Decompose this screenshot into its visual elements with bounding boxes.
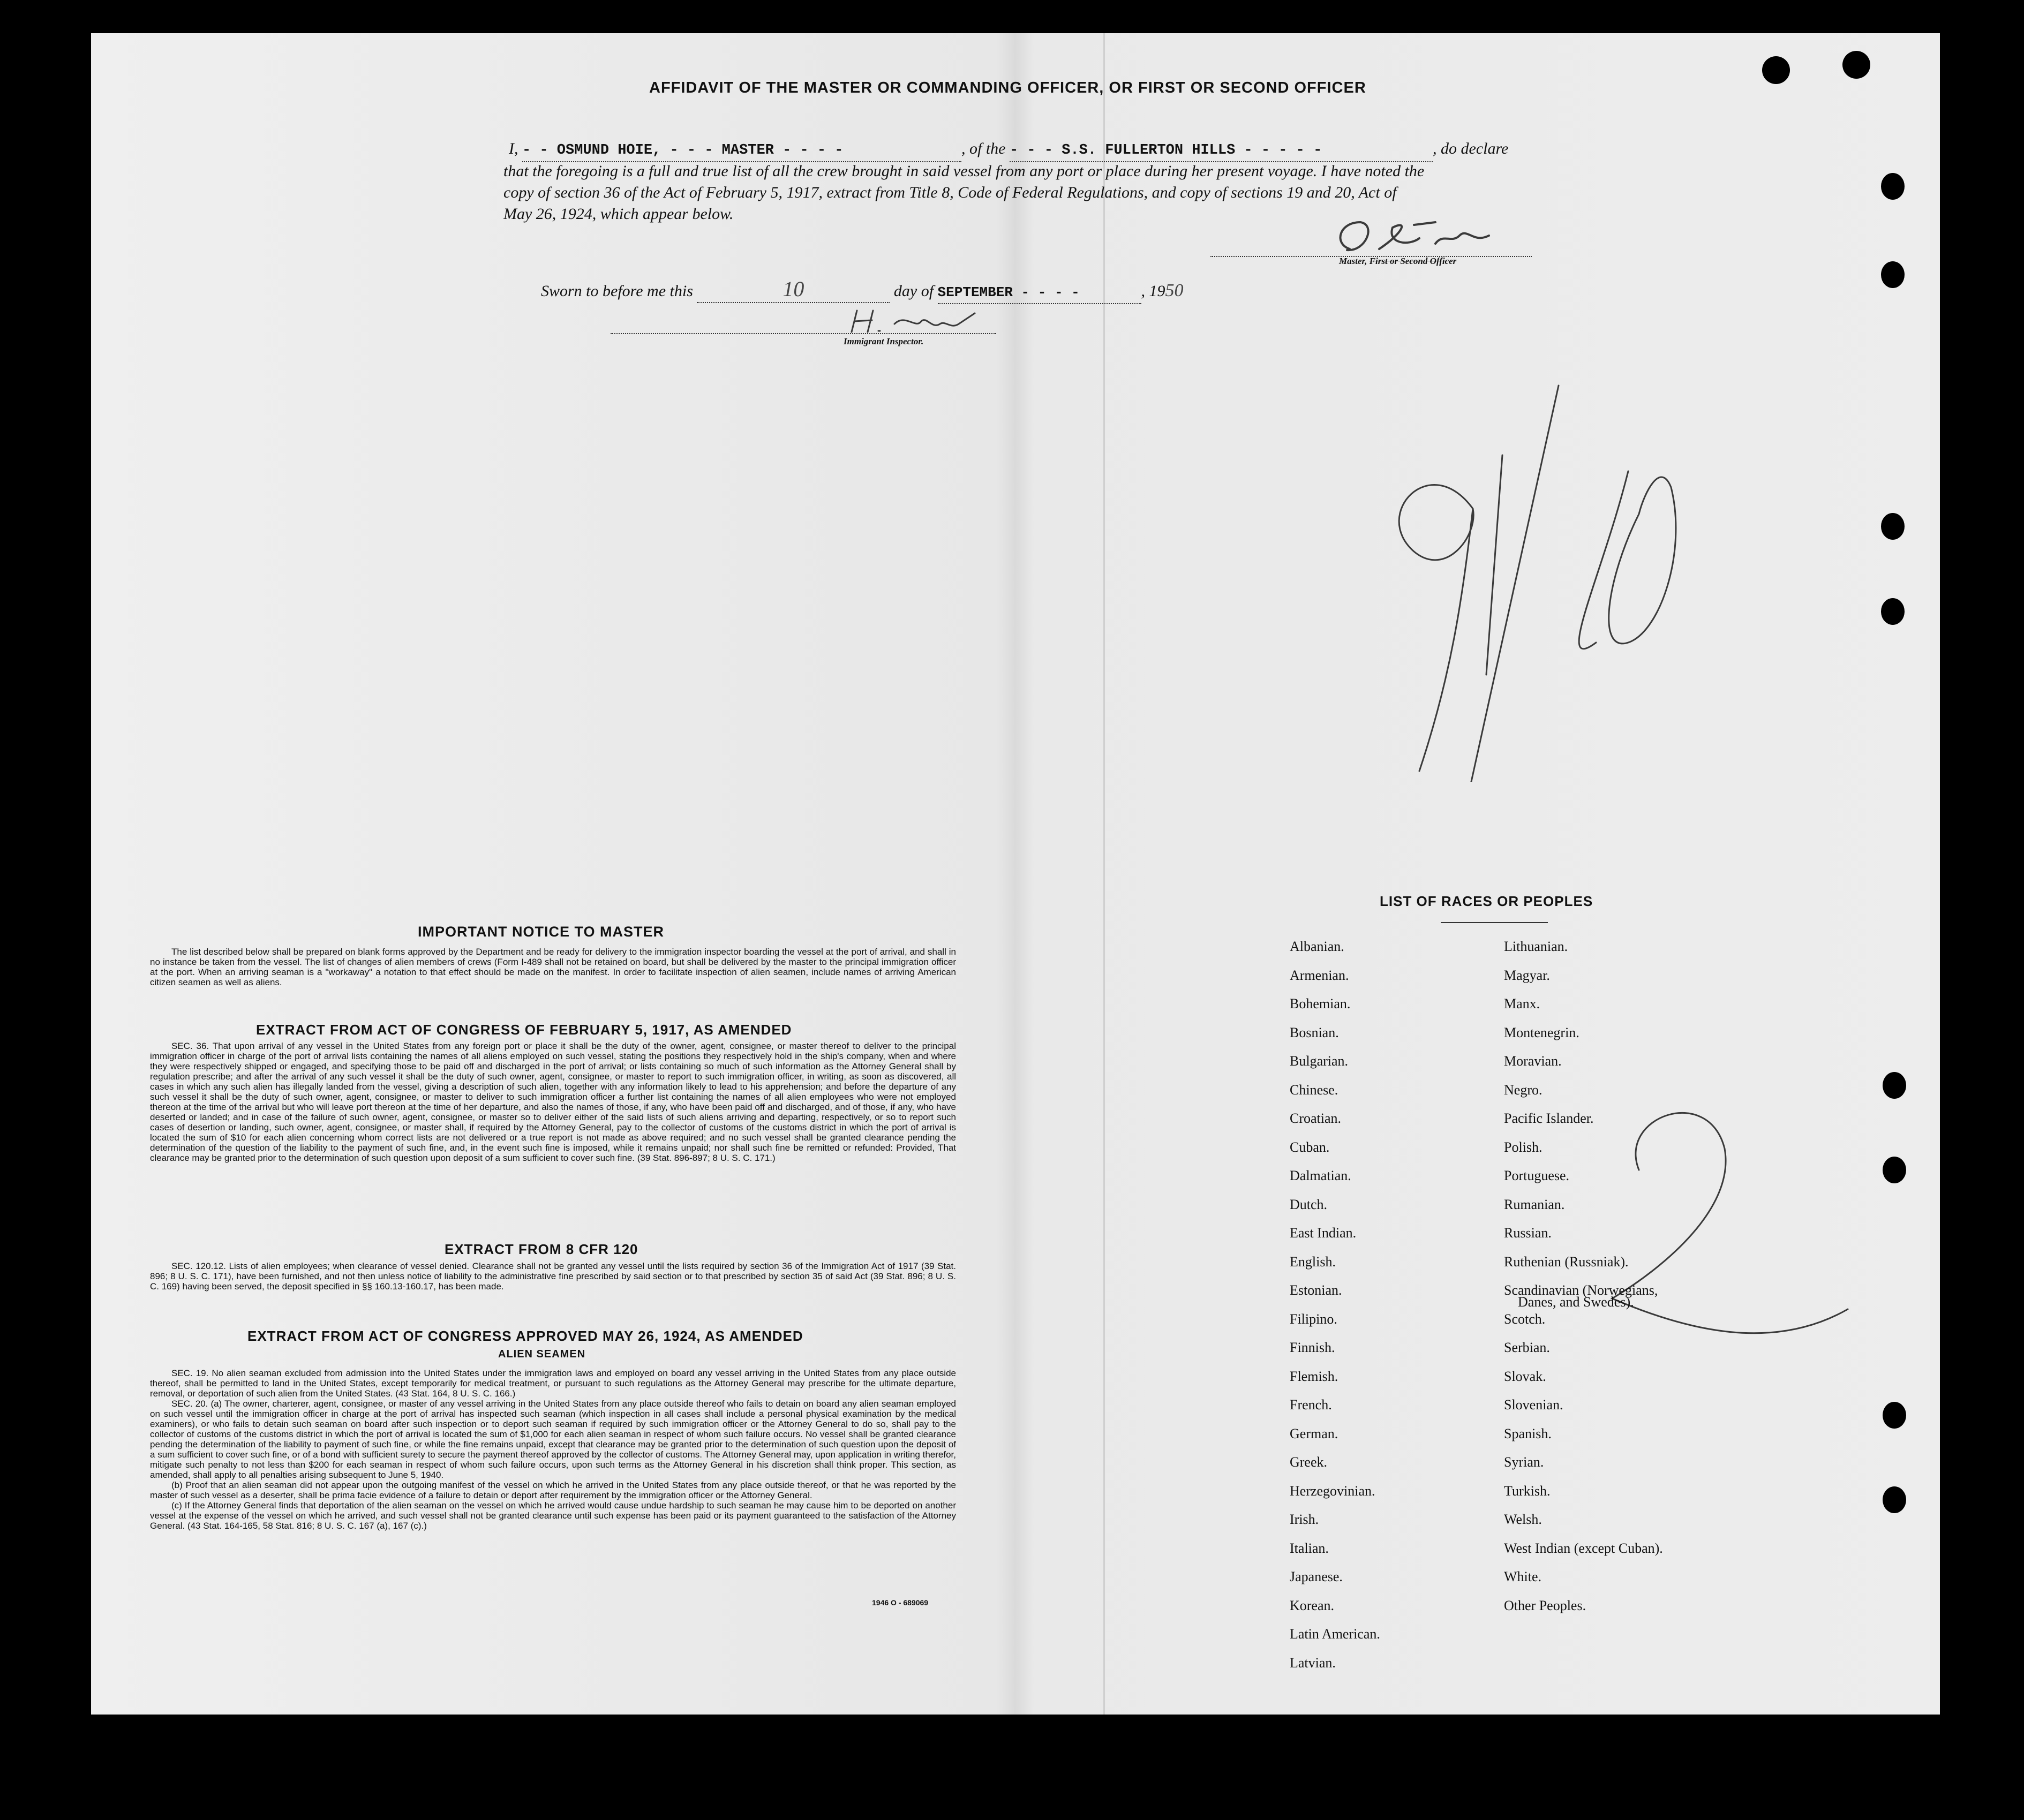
master-caption [1339,256,1456,267]
binder-hole [1881,513,1905,540]
extract-cfr-paragraph: SEC. 120.12. Lists of alien employees; when clearance of vessel denied. Clearance shall not be granted any vessel until the lists required by section 36 of the Immigration Act of 1917 (39 Stat. 896; 8 U. S. C. 171), have been furnished, and not then unless notice of liability to the administrative fine prescribed by said section or to that prescribed by section 35 of said Act (39 Stat. 896; 8 U. S. C. 169) having been served, the deposit specified in §§ 160.13-160.17, has been made. [150,1261,956,1292]
extract-1917-paragraph: SEC. 36. That upon arrival of any vessel in the United States from any foreign port or place it shall be the duty of the owner, agent, consignee, or master thereof to deliver to the principal immigration officer in charge of the port of arrival lists containing the names of all aliens employed on such vessel, stating the positions they respectively hold in the ship's company, when and where they were respectively shipped or engaged, and specifying those to be paid off and discharged in the port of arrival; or lists containing so much of such information as the Attorney General shall by regulation prescribe; and after the arrival of any such vessel it shall be the duty of such owner, agent, consignee, or master to report to such immigration officer, in writing, as soon as discovered, all cases in which any such alien has illegally landed from the vessel, giving a description of such alien, together with any information likely to lead to his apprehension; and before the departure of any such vessel it shall be the duty of such owner, agent, consignee, or master to deliver to such immigration officer a further list containing the names of all alien employees who were not employed thereon at the time of the arrival but who will leave port thereon at the time of her departure, and also the names of those, if any, who have been paid off and discharged, and of those, if any, who have deserted or landed; and in case of the failure of such owner, agent, consignee, or master so to deliver either of the said lists of such aliens arriving and departing, respectively, or so to report such cases of desertion or landing, such owner, agent, consignee, or master shall, if required by the Attorney General, pay to the collector of customs of the customs district in which the port of arrival is located the sum of $10 for each alien concerning whom correct lists are not delivered or a true report is not made as above required; and no such vessel shall be granted clearance pending the determination of the question of the liability to the payment of such fine, and, in the event such fine is imposed, while it remains unpaid; nor shall such fine be remitted or refunded: Provided, That clearance may be granted prior to the determination of such question upon deposit of a sum sufficient to cover such fine. (39 Stat. 896-897; 8 U. S. C. 171.) [150,1041,956,1163]
affidavit-title: AFFIDAVIT OF THE MASTER OR COMMANDING OFFICER, OR FIRST OR SECOND OFFICER [649,79,1366,96]
notice-text [150,947,956,987]
declaration-line-2: copy of section 36 of the Act of February 5, 1917, extract from Title 8, Code of Federal Regulations, and copy of sections 19 and 20, Act of [503,184,1397,201]
name-prefix: I, [509,140,518,157]
notice-paragraph: The list described below shall be prepared on blank forms approved by the Department and be ready for delivery to the immigration inspector boarding the vessel at the port of arrival, and shall in no instance be taken from the vessel. The list of changes of alien members of crews (Form I-489 shall not be retained on board, but shall be delivered by the master to the principal immigration officer at the port. When an arriving seaman is a "workaway" a notation to that effect should be made on the manifest. In order to facilitate inspection of alien seamen, include names of arriving American citizen seamen as well as aliens. [150,947,956,987]
extract-cfr-heading: EXTRACT FROM 8 CFR 120 [445,1241,638,1257]
race-item: Bulgarian. [1290,1053,1349,1069]
race-item: Flemish. [1290,1368,1338,1384]
race-item: Bohemian. [1290,996,1351,1011]
race-item: Cuban. [1290,1139,1330,1155]
race-item: Scandinavian (Norwegians, [1504,1282,1658,1298]
race-item: Filipino. [1290,1311,1337,1327]
race-item: Dutch. [1290,1196,1328,1212]
print-code: 1946 O - 689069 [872,1598,929,1607]
races-heading-rule [1441,922,1548,923]
extract-1924-heading: EXTRACT FROM ACT OF CONGRESS APPROVED MAY 26, 1924, AS AMENDED [247,1328,803,1344]
binder-hole [1883,1157,1906,1183]
race-item: Dalmatian. [1290,1168,1351,1183]
race-item: Chinese. [1290,1082,1338,1098]
binder-hole [1883,1402,1906,1429]
races-heading: LIST OF RACES OR PEOPLES [1380,893,1593,909]
race-item: Portuguese. [1504,1168,1570,1183]
race-item: Rumanian. [1504,1196,1565,1212]
race-item: Slovak. [1504,1368,1546,1384]
year-prefix: , 19 [1141,282,1165,300]
race-item: Estonian. [1290,1282,1342,1298]
extract-1917-heading: EXTRACT FROM ACT OF CONGRESS OF FEBRUARY 5, 1917, AS AMENDED [256,1022,792,1038]
sworn-month-field: SEPTEMBER - - - - [938,282,1141,304]
race-item: Montenegrin. [1504,1024,1579,1040]
race-item: Croatian. [1290,1111,1342,1126]
handwritten-date-mark [1371,375,1821,782]
day-of-label: day of [893,282,934,300]
race-item: Scotch. [1504,1311,1546,1327]
race-item: Spanish. [1504,1425,1552,1441]
of-the-label: , of the [961,140,1006,157]
race-item: Japanese. [1290,1569,1343,1584]
race-item: Latin American. [1290,1626,1380,1642]
race-item: Magyar. [1504,967,1550,983]
binder-hole [1881,598,1905,625]
binder-hole [1883,1072,1906,1099]
race-item: Korean. [1290,1597,1335,1613]
race-item: Greek. [1290,1454,1328,1470]
binder-hole [1883,1486,1906,1513]
handwritten-number-mark [1601,1084,1859,1341]
binder-hole [1842,51,1870,79]
master-caption-label: Master, [1339,256,1367,266]
race-item: Herzegovinian. [1290,1483,1375,1499]
sworn-label: Sworn to before me this [541,282,693,300]
race-item: Finnish. [1290,1340,1335,1355]
race-item: Irish. [1290,1512,1319,1527]
race-item: Lithuanian. [1504,939,1568,954]
race-item: East Indian. [1290,1225,1357,1241]
race-item: Welsh. [1504,1512,1542,1527]
race-item: Turkish. [1504,1483,1551,1499]
race-item: Moravian. [1504,1053,1562,1069]
race-item: Serbian. [1504,1340,1550,1355]
do-declare-label: , do declare [1433,140,1509,157]
section-20b-paragraph: (b) Proof that an alien seaman did not appear upon the outgoing manifest of the vessel on which he arrived in the United States from any place outside thereof, or that he was reported by the master of such vessel as a deserter, shall be prima facie evidence of a failure to detain or deport after requirement by the immigration officer or the Attorney General. [150,1480,956,1500]
extract-1917-text [150,1041,956,1163]
inspector-caption: Immigrant Inspector. [844,336,924,346]
extract-1924-text [150,1368,956,1531]
race-item: Slovenian. [1504,1397,1563,1413]
race-item: Danes, and Swedes). [1518,1294,1634,1310]
sworn-day-field [697,278,890,303]
race-item: Polish. [1504,1139,1543,1155]
section-20a-paragraph: SEC. 20. (a) The owner, charterer, agent, consignee, or master of any vessel arriving in the United States from any place outside thereof who fails to detain on board any alien seaman employed on such vessel until the immigration officer in charge at the port of arrival has inspected such seaman (which inspection in all cases shall include a personal physical examination by the medical examiners), or who fails to detain such seaman on board after such inspection or to deport such seaman if required by such immigration officer or the Attorney General to do so, shall pay to the collector of customs of the customs district in which the port of arrival is located the sum of $1,000 for each alien seaman in respect of whom such failure occurs. No vessel shall be granted clearance pending the determination of the liability to payment of such fine, or while the fine remains unpaid, except that clearance may be granted prior to the determination of such question upon the deposit of a sum sufficient to cover such fine, or of a bond with sufficient surety to secure the payment thereof approved by the collector of customs. The Attorney General may, upon application in writing therefor, mitigate such penalty to not less than $200 for each seaman in respect of whom such failure occurs, upon such terms as the Attorney General in his discretion shall think proper. This section, as amended, shall apply to all penalties arising subsequent to June 5, 1940. [150,1399,956,1480]
section-19-paragraph: SEC. 19. No alien seaman excluded from admission into the United States under the immigration laws and employed on board any vessel arriving in the United States from any place outside thereof, shall be permitted to land in the United States, except temporarily for medical treatment, or pursuant to such regulations as the Attorney General may prescribe for the ultimate departure, removal, or deportation of such alien from the United States. (43 Stat. 164, 8 U. S. C. 166.) [150,1368,956,1399]
extract-cfr-text [150,1261,956,1292]
officer-struck-text: First or Second Officer [1369,256,1457,266]
vessel-name-field: - - - S.S. FULLERTON HILLS - - - - - [1010,140,1433,162]
race-item: Latvian. [1290,1655,1336,1671]
race-item: Syrian. [1504,1454,1544,1470]
race-item: German. [1290,1425,1338,1441]
declaration-line-1: that the foregoing is a full and true list of all the crew brought in said vessel from any port or place during her present voyage. I have noted the [503,162,1425,180]
race-item: White. [1504,1569,1542,1584]
extract-1924-subheading: ALIEN SEAMEN [498,1348,586,1360]
race-item: Manx. [1504,996,1540,1011]
race-item: Russian. [1504,1225,1552,1241]
notice-heading: IMPORTANT NOTICE TO MASTER [418,924,664,940]
sworn-day-value: 10 [782,277,804,301]
race-item: English. [1290,1253,1336,1270]
sworn-line [541,278,1291,304]
inspector-signature [841,305,991,337]
binder-hole [1762,56,1790,84]
race-item: Pacific Islander. [1504,1111,1594,1126]
race-item: Bosnian. [1290,1024,1339,1040]
race-item: Albanian. [1290,939,1344,954]
affidavit-name-line [509,138,1537,162]
race-item: Negro. [1504,1082,1543,1098]
race-item: Other Peoples. [1504,1597,1586,1613]
race-item: French. [1290,1397,1332,1413]
master-name-field: - - OSMUND HOIE, - - - MASTER - - - - [522,140,961,162]
declaration-line-3: May 26, 1924, which appear below. [503,205,734,223]
race-item: Italian. [1290,1540,1329,1556]
section-20c-paragraph: (c) If the Attorney General finds that deportation of the alien seaman on the vessel on which he arrived would cause undue hardship to such seaman he may cause him to be deported on another vessel at the expense of the vessel on which he arrived, and such vessel shall not be granted clearance until such expense has been paid or its payment guaranteed to the satisfaction of the Attorney General. (43 Stat. 164-165, 58 Stat. 816; 8 U. S. C. 167 (a), 167 (c).) [150,1500,956,1531]
binder-hole [1881,261,1905,288]
binder-hole [1881,173,1905,200]
race-item: Armenian. [1290,967,1349,983]
race-item: West Indian (except Cuban). [1504,1540,1663,1556]
race-item: Ruthenian (Russniak). [1504,1253,1629,1270]
year-suffix: 50 [1165,281,1184,300]
